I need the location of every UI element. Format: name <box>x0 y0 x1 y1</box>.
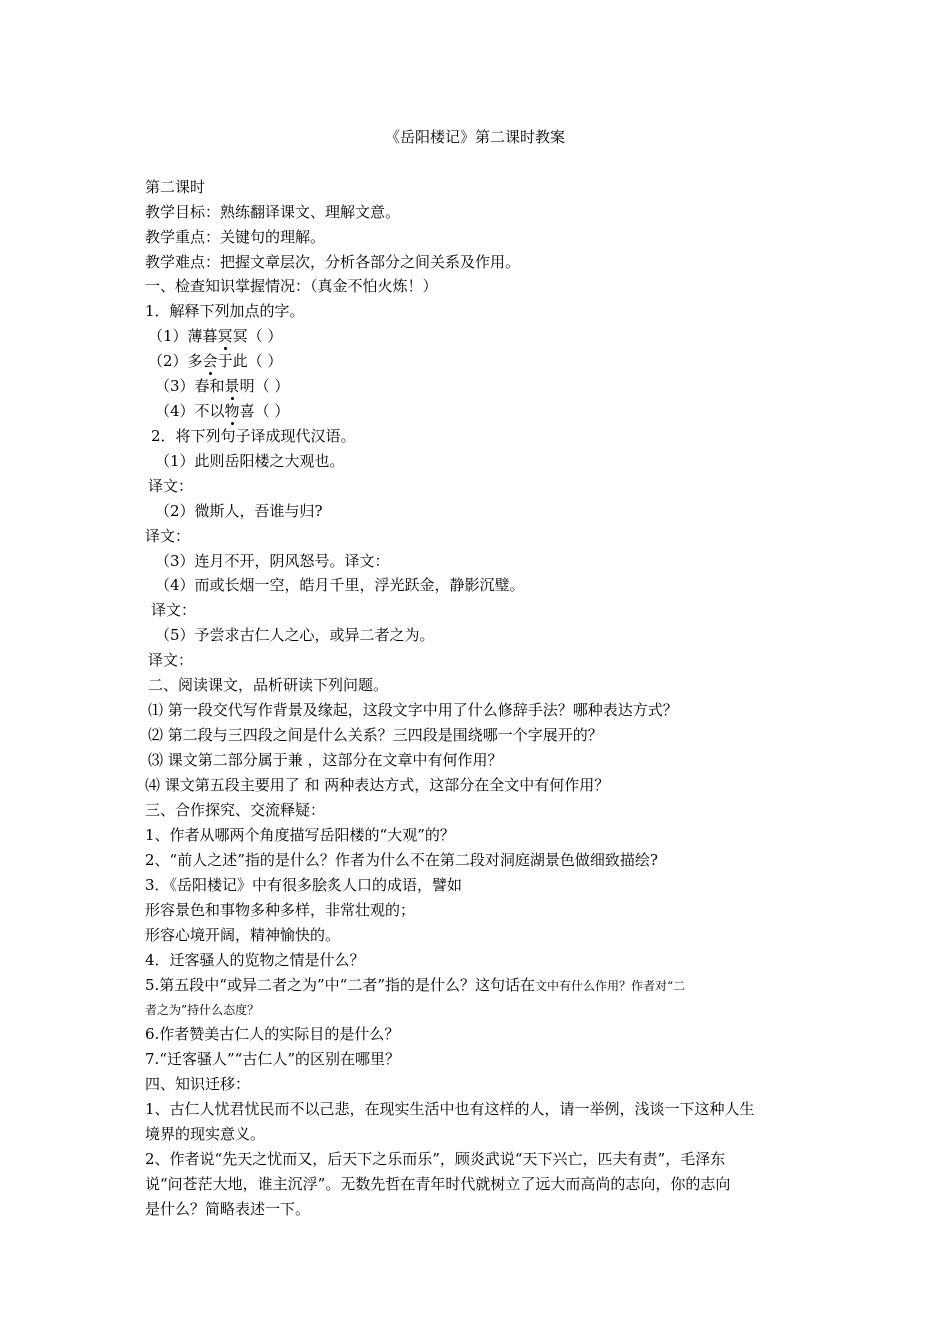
transfer-question-1-cont: 境界的现实意义。 <box>145 1125 266 1143</box>
transfer-question-2-cont: 说“问苍茫大地，谁主沉浮”。无数先哲在青年时代就树立了远大而高尚的志向，你的志向 <box>145 1175 731 1193</box>
sentence-3: （3）连月不开，阴风怒号。译文： <box>155 552 390 570</box>
sentence-5: （5）予尝求古仁人之心，或异二者之为。 <box>155 626 435 644</box>
sentence-4: （4）而或长烟一空，皓月千里，浮光跃金，静影沉璧。 <box>155 576 525 594</box>
teaching-difficulty: 教学难点：把握文章层次，分析各部分之间关系及作用。 <box>145 253 521 271</box>
lesson-heading: 第二课时 <box>145 178 206 196</box>
teaching-focus: 教学重点：关键句的理解。 <box>145 228 326 246</box>
translation-label: 译文： <box>148 477 194 495</box>
reading-question-3: ⑶ 课文第二部分属于兼 ，这部分在文章中有何作用？ <box>148 751 503 769</box>
question-1-heading: 1．解释下列加点的字。 <box>145 302 305 320</box>
translation-label: 译文： <box>151 601 197 619</box>
dotted-char: 冥 <box>217 327 233 345</box>
discussion-question-6: 6.作者赞美古仁人的实际目的是什么？ <box>145 1025 400 1043</box>
question-2-heading: 2．将下列句子译成现代汉语。 <box>151 427 356 445</box>
word-item-4: （4）不以物喜（ ） <box>155 402 290 420</box>
discussion-question-7: 7.“迁客骚人”“古仁人”的区别在哪里？ <box>145 1050 400 1068</box>
teaching-goal: 教学目标：熟练翻译课文、理解文意。 <box>145 203 401 221</box>
discussion-question-1: 1、作者从哪两个角度描写岳阳楼的“大观”的？ <box>145 826 455 844</box>
sentence-2: （2）微斯人，吾谁与归? <box>155 502 323 520</box>
reading-question-2: ⑵ 第二段与三四段之间是什么关系？三四段是围绕哪一个字展开的？ <box>148 726 603 744</box>
section-heading-2: 二、阅读课文，品析研读下列问题。 <box>148 676 389 694</box>
discussion-question-3: 3．《岳阳楼记》中有很多脍炙人口的成语，譬如 <box>145 876 463 894</box>
discussion-question-5: 5.第五段中“或异二者之为”中“二者”指的是什么？这句话在文中有什么作用？作者对“二 <box>145 976 686 994</box>
discussion-question-2: 2、“前人之述”指的是什么？作者为什么不在第二段对洞庭湖景色做细致描绘? <box>145 851 658 869</box>
dotted-char: 景 <box>224 377 240 395</box>
idiom-prompt-1: 形容景色和事物多种多样，非常壮观的； <box>145 901 416 919</box>
document-title: 《岳阳楼记》第二课时教案 <box>384 128 565 146</box>
sentence-1: （1）此则岳阳楼之大观也。 <box>155 452 345 470</box>
translation-label: 译文： <box>145 527 191 545</box>
section-heading-4: 四、知识迁移： <box>145 1075 251 1093</box>
reading-question-1: ⑴ 第一段交代写作背景及缘起，这段文字中用了什么修辞手法？哪种表达方式？ <box>148 701 678 719</box>
section-heading-3: 三、合作探究、交流释疑： <box>145 801 326 819</box>
word-item-2: （2）多会于此（ ） <box>148 352 283 370</box>
dotted-char: 物 <box>224 402 240 420</box>
transfer-question-2-end: 是什么？简略表述一下。 <box>145 1200 311 1218</box>
section-heading-1: 一、检查知识掌握情况：（真金不怕火炼！） <box>145 277 438 295</box>
translation-label: 译文： <box>148 651 194 669</box>
transfer-question-2: 2、作者说“先天之忧而又，后天下之乐而乐”，顾炎武说“天下兴亡，匹夫有责”，毛泽东 <box>145 1150 726 1168</box>
discussion-question-5-cont: 者之为”持什么态度？ <box>145 1003 260 1017</box>
word-item-3: （3）春和景明（ ） <box>155 377 290 395</box>
word-item-1: （1）薄暮冥冥（ ） <box>148 327 283 345</box>
idiom-prompt-2: 形容心境开阔，精神愉快的。 <box>145 926 341 944</box>
transfer-question-1: 1、古仁人忧君忧民而不以己悲，在现实生活中也有这样的人，请一举例，浅谈一下这种人生 <box>145 1100 755 1118</box>
dotted-char: 会 <box>202 352 218 370</box>
discussion-question-4: 4．迁客骚人的览物之情是什么？ <box>145 951 365 969</box>
reading-question-4: ⑷ 课文第五段主要用了 和 两种表达方式，这部分在全文中有何作用？ <box>145 776 610 794</box>
